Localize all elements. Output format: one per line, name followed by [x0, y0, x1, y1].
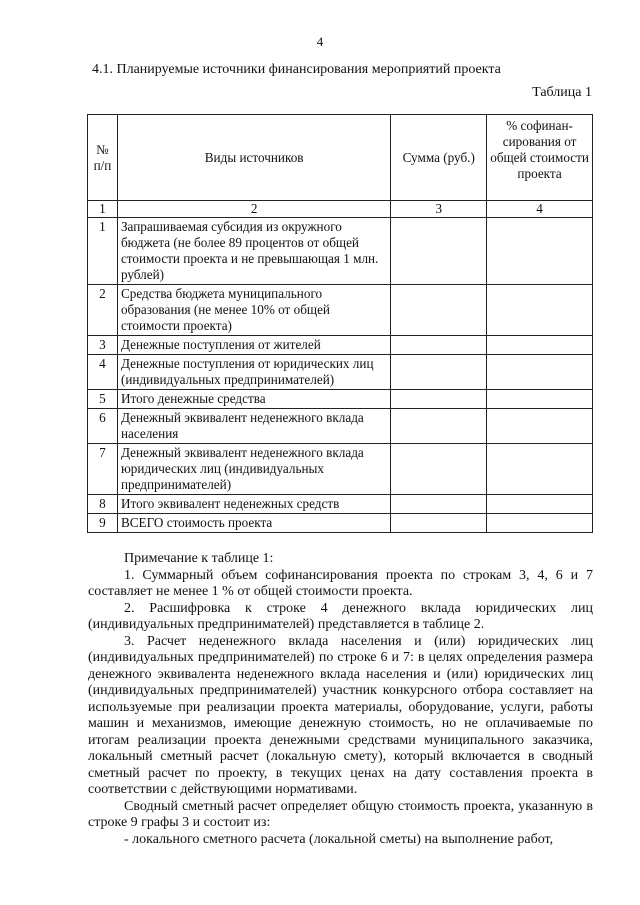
- table-row: [88, 390, 593, 409]
- table-row: [88, 355, 593, 390]
- table-row: [88, 444, 593, 495]
- row-number: 5: [88, 390, 118, 409]
- row-percent: [487, 355, 593, 390]
- row-number: 4: [88, 355, 118, 390]
- header-sum: Сумма (руб.): [391, 115, 487, 201]
- funding-sources-table: [87, 114, 593, 533]
- table-row: [88, 285, 593, 336]
- row-percent: [487, 336, 593, 355]
- row-source: Денежный эквивалент неденежного вклада населения: [117, 409, 390, 444]
- row-sum: [391, 409, 487, 444]
- table-row: [88, 336, 593, 355]
- row-sum: [391, 285, 487, 336]
- row-percent: [487, 495, 593, 514]
- row-number: 7: [88, 444, 118, 495]
- column-index: 2: [117, 201, 390, 218]
- row-sum: [391, 514, 487, 533]
- table-header-row: [88, 115, 593, 201]
- row-percent: [487, 218, 593, 285]
- row-percent: [487, 514, 593, 533]
- notes-paragraph: Сводный сметный расчет определяет общую стоимость проекта, указанную в строке 9 графы 3 и состоит из:: [88, 798, 593, 830]
- row-number: 1: [88, 218, 118, 285]
- row-sum: [391, 336, 487, 355]
- header-percent: % софинан-сирования от общей стоимости проекта: [487, 115, 593, 201]
- row-sum: [391, 444, 487, 495]
- row-number: 3: [88, 336, 118, 355]
- row-percent: [487, 285, 593, 336]
- note-item-3: 3. Расчет неденежного вклада населения и (или) юридических лиц (индивидуальных предпринимателей) по строке 6 и 7: в целях определения размера денежного эквивалента неденежного вклада населения и (или) юридических лиц (индивидуальных предпринимателей) участник конкурсного отбора составляет на используемые при реализации проекта материалы, оборудование, услуги, работы машин и механизмов, имеющие денежную стоимость, но не оплачиваемые по итогам реализации проекта денежными средствами муниципального заказчика, локальный сметный расчет (локальную смету), который включается в сводный сметный расчет по проекту, в текущих ценах на дату составления проекта в соответствии с действующими нормативами.: [88, 633, 593, 797]
- header-num: № п/п: [88, 115, 118, 201]
- table-row: [88, 409, 593, 444]
- row-source: Средства бюджета муниципального образования (не менее 10% от общей стоимости проекта): [117, 285, 390, 336]
- page-number: 4: [316, 34, 324, 49]
- header-source: Виды источников: [117, 115, 390, 201]
- notes-bullet: - локального сметного расчета (локальной сметы) на выполнение работ,: [124, 831, 554, 847]
- table-row: [88, 514, 593, 533]
- row-sum: [391, 355, 487, 390]
- table-label: Таблица 1: [532, 85, 592, 100]
- column-index: 3: [391, 201, 487, 218]
- row-number: 9: [88, 514, 118, 533]
- row-source: Итого эквивалент неденежных средств: [117, 495, 390, 514]
- notes-section: [88, 551, 593, 848]
- column-index: 1: [88, 201, 118, 218]
- row-sum: [391, 495, 487, 514]
- row-source: Итого денежные средства: [117, 390, 390, 409]
- notes-title: Примечание к таблице 1:: [124, 551, 274, 566]
- table-row: [88, 218, 593, 285]
- note-item-1: 1. Суммарный объем софинансирования проекта по строкам 3, 4, 6 и 7 составляет не менее 1 % от общей стоимости проекта.: [88, 567, 593, 599]
- row-sum: [391, 390, 487, 409]
- table-row: [88, 495, 593, 514]
- row-percent: [487, 390, 593, 409]
- row-number: 6: [88, 409, 118, 444]
- row-number: 2: [88, 285, 118, 336]
- row-source: Денежные поступления от юридических лиц (индивидуальных предпринимателей): [117, 355, 390, 390]
- row-source: Денежный эквивалент неденежного вклада юридических лиц (индивидуальных предпринимателей): [117, 444, 390, 495]
- row-number: 8: [88, 495, 118, 514]
- section-heading: 4.1. Планируемые источники финансирования мероприятий проекта: [92, 62, 501, 77]
- column-index: 4: [487, 201, 593, 218]
- row-sum: [391, 218, 487, 285]
- note-item-2: 2. Расшифровка к строке 4 денежного вклада юридических лиц (индивидуальных предпринимателей) представляется в таблице 2.: [88, 600, 593, 632]
- row-source: Запрашиваемая субсидия из окружного бюджета (не более 89 процентов от общей стоимости проекта и не превышающая 1 млн. рублей): [117, 218, 390, 285]
- column-index-row: [88, 201, 593, 218]
- row-source: ВСЕГО стоимость проекта: [117, 514, 390, 533]
- row-source: Денежные поступления от жителей: [117, 336, 390, 355]
- row-percent: [487, 409, 593, 444]
- row-percent: [487, 444, 593, 495]
